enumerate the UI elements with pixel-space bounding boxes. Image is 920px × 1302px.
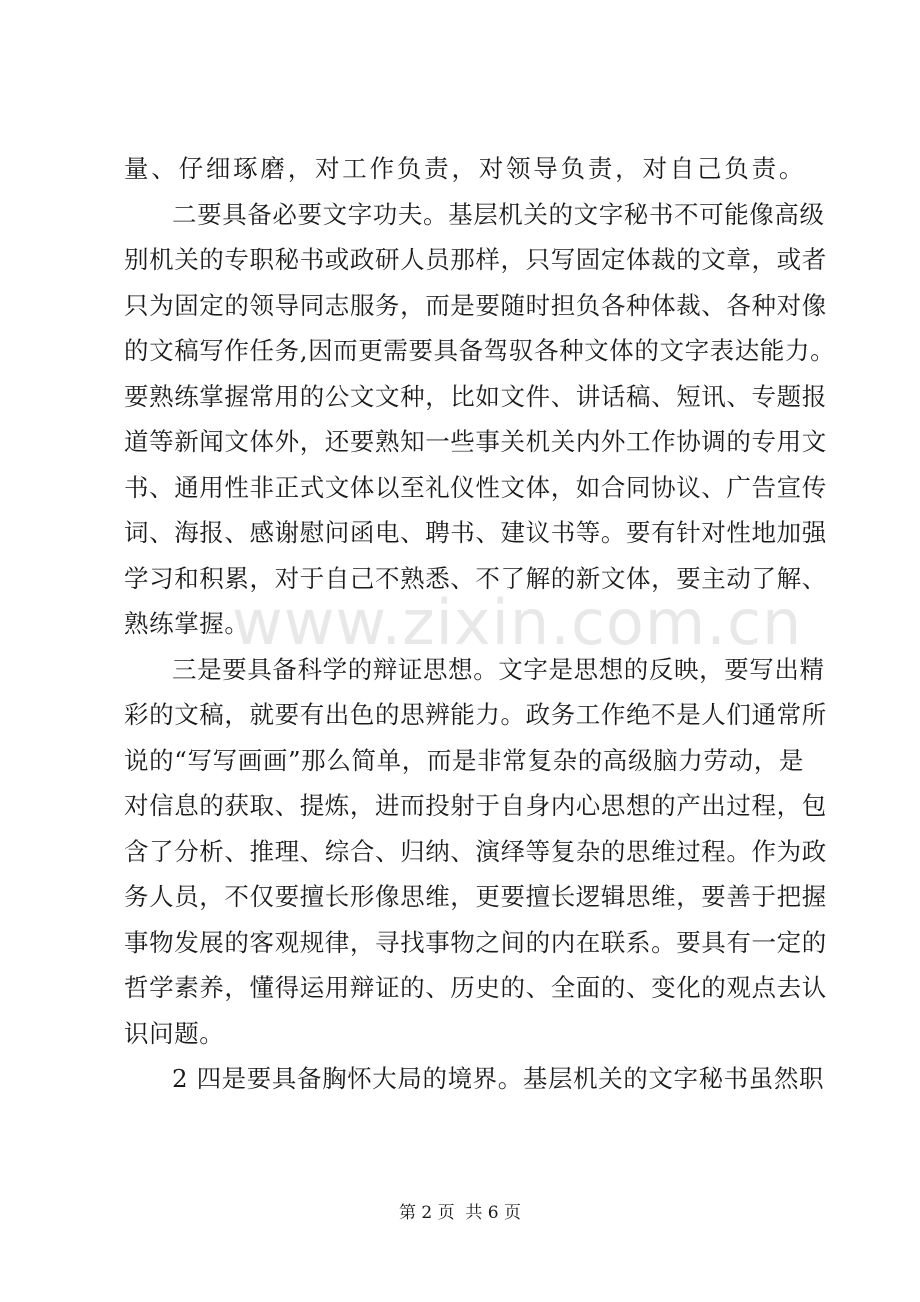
text-line: 含了分析、推理、综合、归纳、演绎等复杂的思维过程。作为政 (124, 836, 827, 866)
text-line: 别机关的专职秘书或政研人员那样，只写固定体裁的文章，或者 (124, 245, 827, 274)
page-footer: 第 2 页 共 6 页 (398, 1203, 522, 1223)
text-line: 只为固定的领导同志服务，而是要随时担负各种体裁、各种对像 (124, 290, 827, 320)
paragraph-start-line: 三是要具备科学的辩证思想。文字是思想的反映，要写出精 (172, 654, 825, 684)
watermark: www.zixin.com.cn (232, 586, 803, 659)
text-line: 词、海报、感谢慰问函电、聘书、建议书等。要有针对性地加强 (124, 518, 827, 547)
text-line: 彩的文稿，就要有出色的思辨能力。政务工作绝不是人们通常所 (124, 700, 827, 729)
text-line: 书、通用性非正式文体以至礼仪性文体，如合同协议、广告宣传 (124, 472, 827, 502)
text-line: 务人员，不仅要擅长形像思维，更要擅长逻辑思维，要善于把握 (124, 882, 827, 911)
text-line: 道等新闻文体外，还要熟知一些事关机关内外工作协调的专用文 (124, 427, 827, 456)
text-line: 说的“写写画画”那么简单，而是非常复杂的高级脑力劳动，是 (124, 745, 804, 775)
paragraph-start-line: 2 四是要具备胸怀大局的境界。基层机关的文字秘书虽然职 (172, 1064, 825, 1093)
text-line: 要熟练掌握常用的公文文种，比如文件、讲话稿、短讯、专题报 (124, 381, 827, 411)
text-line: 学习和积累，对于自己不熟悉、不了解的新文体，要主动了解、 (124, 563, 827, 593)
body-text (124, 146, 836, 1102)
paragraph-start-line: 二要具备必要文字功夫。基层机关的文字秘书不可能像高级 (172, 199, 825, 229)
text-line: 事物发展的客观规律，寻找事物之间的内在联系。要具有一定的 (124, 927, 827, 957)
text-line: 量、仔细琢磨，对工作负责，对领导负责，对自己负责。 (124, 154, 804, 183)
text-line: 对信息的获取、提炼，进而投射于自身内心思想的产出过程，包 (124, 791, 827, 820)
paragraph-end-line: 识问题。 (124, 1018, 225, 1048)
paragraph-end-line: 熟练掌握。 (124, 609, 250, 638)
text-line: 的文稿写作任务,因而更需要具备驾驭各种文体的文字表达能力。 (124, 336, 836, 365)
text-line: 哲学素养，懂得运用辩证的、历史的、全面的、变化的观点去认 (124, 973, 827, 1002)
